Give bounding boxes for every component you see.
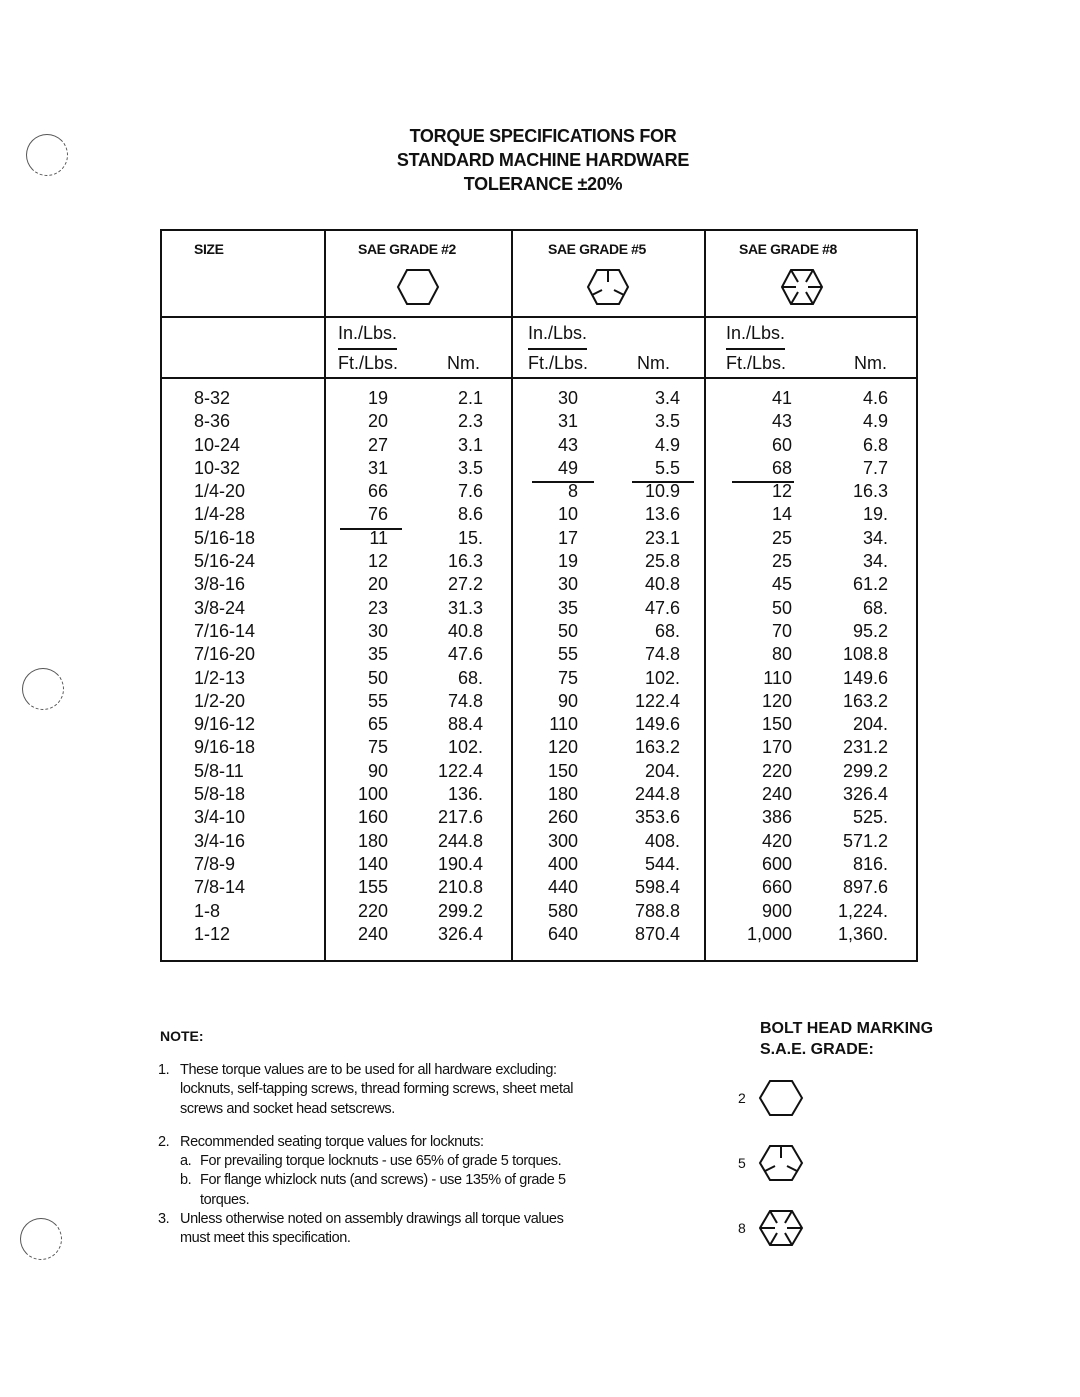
torque-spec-table <box>160 229 918 962</box>
cell-g8-ft: 41 <box>771 388 792 408</box>
cell-g2-nm: 68. <box>457 667 483 688</box>
title-line-3: TOLERANCE ±20% <box>463 174 623 194</box>
cell-g5-nm: 13.6 <box>644 504 680 525</box>
note-number: 2. <box>158 1133 170 1150</box>
note-subitem <box>158 1171 578 1210</box>
cell-g2-nm: 210.8 <box>437 877 483 898</box>
cell-g8-nm: 525. <box>852 807 888 828</box>
cell-g2-ft: 240 <box>357 923 388 944</box>
table-row <box>162 924 916 947</box>
cell-g8-nm: 1,360. <box>837 923 888 944</box>
cell-size: 8-32 <box>194 388 231 408</box>
cell-size: 7/8-14 <box>194 877 246 898</box>
bolt-marking-heading-line-1: BOLT HEAD MARKING <box>760 1020 934 1037</box>
note-subitem-letter: a. <box>180 1153 192 1170</box>
cell-g5-nm: 122.4 <box>634 690 680 711</box>
cell-g8-ft: 660 <box>761 877 792 898</box>
cell-g2-nm: 15. <box>457 527 483 548</box>
cell-g8-ft: 80 <box>771 644 792 665</box>
header-grade-8: SAE GRADE #8 <box>739 241 837 257</box>
cell-g2-nm: 102. <box>447 737 483 758</box>
cell-g5-nm: 4.9 <box>654 434 680 455</box>
hexagon-3-lines-icon <box>758 1143 804 1183</box>
cell-g8-ft: 900 <box>761 900 792 921</box>
cell-g8-nm: 149.6 <box>842 667 888 688</box>
unit-ft-lbs-grade-8: Ft./Lbs. <box>726 353 787 373</box>
cell-size: 5/16-18 <box>194 527 256 548</box>
cell-g8-nm: 61.2 <box>852 574 888 595</box>
cell-g5-nm: 5.5 <box>654 457 680 478</box>
title-line-1: TORQUE SPECIFICATIONS FOR <box>409 126 677 146</box>
cell-g2-ft: 160 <box>357 807 388 828</box>
table-row <box>162 481 916 504</box>
cell-g5-nm: 544. <box>644 853 680 874</box>
cell-g8-nm: 108.8 <box>842 644 888 665</box>
cell-size: 9/16-18 <box>194 737 256 758</box>
table-row <box>162 621 916 644</box>
cell-g8-ft: 240 <box>761 784 792 805</box>
cell-g5-ft: 10 <box>557 504 578 525</box>
cell-size: 1-8 <box>194 900 221 921</box>
unit-in-lbs-grade-2: In./Lbs. <box>338 323 397 350</box>
cell-g5-ft: 19 <box>557 551 578 572</box>
cell-g2-ft: 12 <box>367 551 388 572</box>
table-row <box>162 504 916 527</box>
cell-g5-nm: 25.8 <box>644 551 680 572</box>
cell-g8-ft: 120 <box>761 690 792 711</box>
cell-g8-nm: 163.2 <box>842 690 888 711</box>
cell-g2-ft: 76 <box>367 504 388 525</box>
cell-g8-nm: 231.2 <box>842 737 888 758</box>
cell-g5-ft: 75 <box>557 667 578 688</box>
cell-size: 7/16-20 <box>194 644 256 665</box>
grade-label: 8 <box>738 1220 746 1236</box>
cell-size: 5/16-24 <box>194 551 256 572</box>
cell-size: 10-24 <box>194 434 241 455</box>
cell-g8-ft: 14 <box>771 504 792 525</box>
header-grade-2: SAE GRADE #2 <box>358 241 456 257</box>
cell-size: 1-12 <box>194 923 231 944</box>
cell-g8-nm: 897.6 <box>842 877 888 898</box>
cell-g5-nm: 10.9 <box>644 481 680 502</box>
table-row <box>162 854 916 877</box>
cell-g8-ft: 45 <box>771 574 792 595</box>
note-text: Recommended seating torque values for locknuts: <box>180 1133 484 1150</box>
cell-g5-ft: 120 <box>547 737 578 758</box>
cell-g8-nm: 16.3 <box>852 481 888 502</box>
cell-g8-ft: 60 <box>771 434 792 455</box>
cell-g2-ft: 140 <box>357 853 388 874</box>
cell-g2-nm: 47.6 <box>447 644 483 665</box>
cell-g8-ft: 43 <box>771 411 792 432</box>
note-text: These torque values are to be used for all hardware excluding: locknuts, self-tapping screws, thread forming screws, sheet metal screws and socket head setscrews. <box>180 1062 574 1117</box>
cell-g5-ft: 35 <box>557 597 578 618</box>
unit-in-lbs-grade-8: In./Lbs. <box>726 323 785 350</box>
cell-g2-nm: 8.6 <box>457 504 483 525</box>
table-row <box>162 714 916 737</box>
cell-g8-nm: 204. <box>852 714 888 735</box>
cell-g5-ft: 31 <box>557 411 578 432</box>
cell-g2-ft: 20 <box>367 411 388 432</box>
cell-size: 8-36 <box>194 411 231 432</box>
cell-size: 3/8-24 <box>194 597 246 618</box>
punch-hole-middle <box>22 668 64 710</box>
hexagon-3-lines-icon <box>586 267 630 307</box>
cell-g5-nm: 3.5 <box>654 411 680 432</box>
cell-g2-nm: 217.6 <box>437 807 483 828</box>
table-row <box>162 901 916 924</box>
cell-g2-nm: 3.1 <box>457 434 483 455</box>
cell-g2-ft: 180 <box>357 830 388 851</box>
unit-nm-grade-2: Nm. <box>447 353 480 373</box>
row-divider <box>162 377 916 379</box>
cell-g5-ft: 180 <box>547 784 578 805</box>
document-title <box>0 124 1080 196</box>
cell-g8-nm: 6.8 <box>862 434 888 455</box>
cell-g8-nm: 68. <box>862 597 888 618</box>
grade-label: 2 <box>738 1090 746 1106</box>
table-row <box>162 668 916 691</box>
cell-g8-nm: 4.9 <box>862 411 888 432</box>
cell-size: 3/4-10 <box>194 807 246 828</box>
cell-g2-nm: 2.1 <box>457 388 483 408</box>
cell-size: 1/2-20 <box>194 690 246 711</box>
cell-g2-ft: 155 <box>357 877 388 898</box>
cell-g8-ft: 70 <box>771 620 792 641</box>
cell-g8-ft: 25 <box>771 551 792 572</box>
cell-g5-ft: 440 <box>547 877 578 898</box>
cell-g2-nm: 136. <box>447 784 483 805</box>
table-row <box>162 388 916 411</box>
cell-g8-ft: 150 <box>761 714 792 735</box>
cell-g8-nm: 1,224. <box>837 900 888 921</box>
note-number: 3. <box>158 1211 170 1228</box>
note-subitem <box>158 1152 578 1171</box>
unit-ft-lbs-grade-2: Ft./Lbs. <box>338 353 399 373</box>
hexagon-6-lines-icon <box>758 1208 804 1248</box>
cell-g2-nm: 190.4 <box>437 853 483 874</box>
cell-g8-ft: 600 <box>761 853 792 874</box>
cell-g5-ft: 49 <box>557 457 578 478</box>
cell-g5-ft: 30 <box>557 388 578 408</box>
cell-g5-nm: 23.1 <box>644 527 680 548</box>
grade-label: 5 <box>738 1155 746 1171</box>
notes-heading: NOTE: <box>160 1028 204 1044</box>
cell-g5-nm: 353.6 <box>634 807 680 828</box>
table-row <box>162 761 916 784</box>
cell-g8-nm: 816. <box>852 853 888 874</box>
hexagon-plain-icon <box>396 267 440 307</box>
row-divider <box>162 316 916 318</box>
cell-g5-nm: 47.6 <box>644 597 680 618</box>
cell-g8-ft: 1,000 <box>746 923 792 944</box>
cell-g2-ft: 30 <box>367 620 388 641</box>
table-row <box>162 737 916 760</box>
note-item <box>158 1210 578 1249</box>
cell-g5-nm: 149.6 <box>634 714 680 735</box>
cell-g5-nm: 163.2 <box>634 737 680 758</box>
table-row <box>162 691 916 714</box>
cell-g5-nm: 102. <box>644 667 680 688</box>
cell-g5-nm: 3.4 <box>654 388 680 408</box>
cell-g8-nm: 7.7 <box>862 457 888 478</box>
notes-list <box>158 1061 578 1249</box>
cell-g2-ft: 66 <box>367 481 388 502</box>
cell-g2-nm: 27.2 <box>447 574 483 595</box>
cell-g5-nm: 598.4 <box>634 877 680 898</box>
bolt-marking-heading-line-2: S.A.E. GRADE: <box>760 1041 874 1058</box>
cell-size: 3/8-16 <box>194 574 246 595</box>
cell-g2-ft: 50 <box>367 667 388 688</box>
table-row <box>162 784 916 807</box>
unit-ft-lbs-grade-5: Ft./Lbs. <box>528 353 589 373</box>
cell-g2-ft: 100 <box>357 784 388 805</box>
cell-size: 9/16-12 <box>194 714 256 735</box>
cell-g8-ft: 220 <box>761 760 792 781</box>
note-item <box>158 1061 578 1119</box>
cell-g5-nm: 68. <box>654 620 680 641</box>
cell-g5-ft: 90 <box>557 690 578 711</box>
cell-g5-nm: 870.4 <box>634 923 680 944</box>
cell-g2-ft: 90 <box>367 760 388 781</box>
cell-size: 3/4-16 <box>194 830 246 851</box>
table-row <box>162 644 916 667</box>
cell-g8-nm: 4.6 <box>862 388 888 408</box>
cell-g8-nm: 571.2 <box>842 830 888 851</box>
cell-g2-ft: 27 <box>367 434 388 455</box>
cell-g8-nm: 326.4 <box>842 784 888 805</box>
cell-size: 5/8-11 <box>194 760 244 781</box>
cell-g8-nm: 19. <box>862 504 888 525</box>
table-row <box>162 831 916 854</box>
table-row <box>162 807 916 830</box>
cell-g8-nm: 34. <box>862 527 888 548</box>
cell-size: 10-32 <box>194 457 241 478</box>
unit-nm-grade-5: Nm. <box>637 353 670 373</box>
cell-g2-ft: 31 <box>367 457 388 478</box>
cell-g5-ft: 55 <box>557 644 578 665</box>
cell-g8-nm: 34. <box>862 551 888 572</box>
cell-g5-ft: 640 <box>547 923 578 944</box>
note-text: Unless otherwise noted on assembly drawings all torque values must meet this specification. <box>180 1211 564 1247</box>
cell-g8-ft: 386 <box>761 807 792 828</box>
hexagon-plain-icon <box>758 1078 804 1118</box>
cell-g5-ft: 50 <box>557 620 578 641</box>
cell-size: 1/2-13 <box>194 667 246 688</box>
cell-g5-nm: 40.8 <box>644 574 680 595</box>
cell-g8-ft: 12 <box>771 481 792 502</box>
cell-g2-ft: 11 <box>369 527 388 548</box>
cell-g2-ft: 19 <box>367 388 388 408</box>
cell-g2-nm: 326.4 <box>437 923 483 944</box>
table-body <box>162 388 916 947</box>
unit-nm-grade-8: Nm. <box>854 353 887 373</box>
cell-g8-ft: 110 <box>763 667 792 688</box>
table-row <box>162 528 916 551</box>
cell-g2-ft: 35 <box>367 644 388 665</box>
table-row <box>162 877 916 900</box>
cell-g2-nm: 244.8 <box>437 830 483 851</box>
cell-g2-nm: 299.2 <box>437 900 483 921</box>
cell-g5-ft: 580 <box>547 900 578 921</box>
note-number: 1. <box>158 1062 170 1078</box>
cell-g5-ft: 110 <box>549 714 578 735</box>
cell-g2-nm: 3.5 <box>457 457 483 478</box>
cell-g2-nm: 40.8 <box>447 620 483 641</box>
header-size: SIZE <box>194 241 224 257</box>
cell-g5-nm: 244.8 <box>634 784 680 805</box>
cell-g2-ft: 23 <box>367 597 388 618</box>
cell-g5-ft: 8 <box>567 481 578 502</box>
cell-g5-nm: 74.8 <box>644 644 680 665</box>
hexagon-6-lines-icon <box>780 267 824 307</box>
cell-g2-ft: 55 <box>367 690 388 711</box>
cell-g2-nm: 122.4 <box>437 760 483 781</box>
cell-g2-ft: 65 <box>367 714 388 735</box>
table-row <box>162 574 916 597</box>
table-row <box>162 598 916 621</box>
table-row <box>162 551 916 574</box>
cell-g8-nm: 95.2 <box>852 620 888 641</box>
cell-g5-ft: 260 <box>547 807 578 828</box>
cell-g5-ft: 150 <box>547 760 578 781</box>
cell-g2-ft: 75 <box>367 737 388 758</box>
unit-in-lbs-grade-5: In./Lbs. <box>528 323 587 350</box>
punch-hole-bottom <box>20 1218 62 1260</box>
bolt-marking-heading <box>760 1018 934 1060</box>
cell-g8-ft: 420 <box>761 830 792 851</box>
cell-g5-nm: 204. <box>644 760 680 781</box>
cell-g8-ft: 25 <box>771 527 792 548</box>
cell-g5-ft: 400 <box>547 853 578 874</box>
note-subitem-text: For flange whizlock nuts (and screws) - use 135% of grade 5 torques. <box>200 1172 566 1208</box>
cell-g2-nm: 31.3 <box>447 597 483 618</box>
cell-g5-nm: 788.8 <box>634 900 680 921</box>
table-row <box>162 458 916 481</box>
cell-g8-ft: 68 <box>771 457 792 478</box>
cell-g5-ft: 300 <box>547 830 578 851</box>
cell-size: 1/4-20 <box>194 481 246 502</box>
cell-g2-nm: 2.3 <box>457 411 483 432</box>
cell-g2-nm: 88.4 <box>447 714 483 735</box>
cell-g8-nm: 299.2 <box>842 760 888 781</box>
cell-g5-ft: 43 <box>557 434 578 455</box>
cell-g2-nm: 74.8 <box>447 690 483 711</box>
cell-g2-ft: 220 <box>357 900 388 921</box>
cell-g5-ft: 17 <box>557 527 578 548</box>
cell-size: 5/8-18 <box>194 784 246 805</box>
table-row <box>162 435 916 458</box>
cell-g2-nm: 16.3 <box>447 551 483 572</box>
note-subitem-letter: b. <box>180 1172 192 1189</box>
cell-g8-ft: 50 <box>771 597 792 618</box>
cell-size: 7/16-14 <box>194 620 256 641</box>
cell-g5-nm: 408. <box>644 830 680 851</box>
cell-g2-nm: 7.6 <box>457 481 483 502</box>
note-subitem-text: For prevailing torque locknuts - use 65% of grade 5 torques. <box>200 1153 562 1170</box>
header-grade-5: SAE GRADE #5 <box>548 241 646 257</box>
cell-size: 1/4-28 <box>194 504 246 525</box>
table-row <box>162 411 916 434</box>
cell-g2-ft: 20 <box>367 574 388 595</box>
note-item <box>158 1133 578 1152</box>
cell-size: 7/8-9 <box>194 853 236 874</box>
cell-g5-ft: 30 <box>557 574 578 595</box>
title-line-2: STANDARD MACHINE HARDWARE <box>396 150 690 170</box>
cell-g8-ft: 170 <box>761 737 792 758</box>
